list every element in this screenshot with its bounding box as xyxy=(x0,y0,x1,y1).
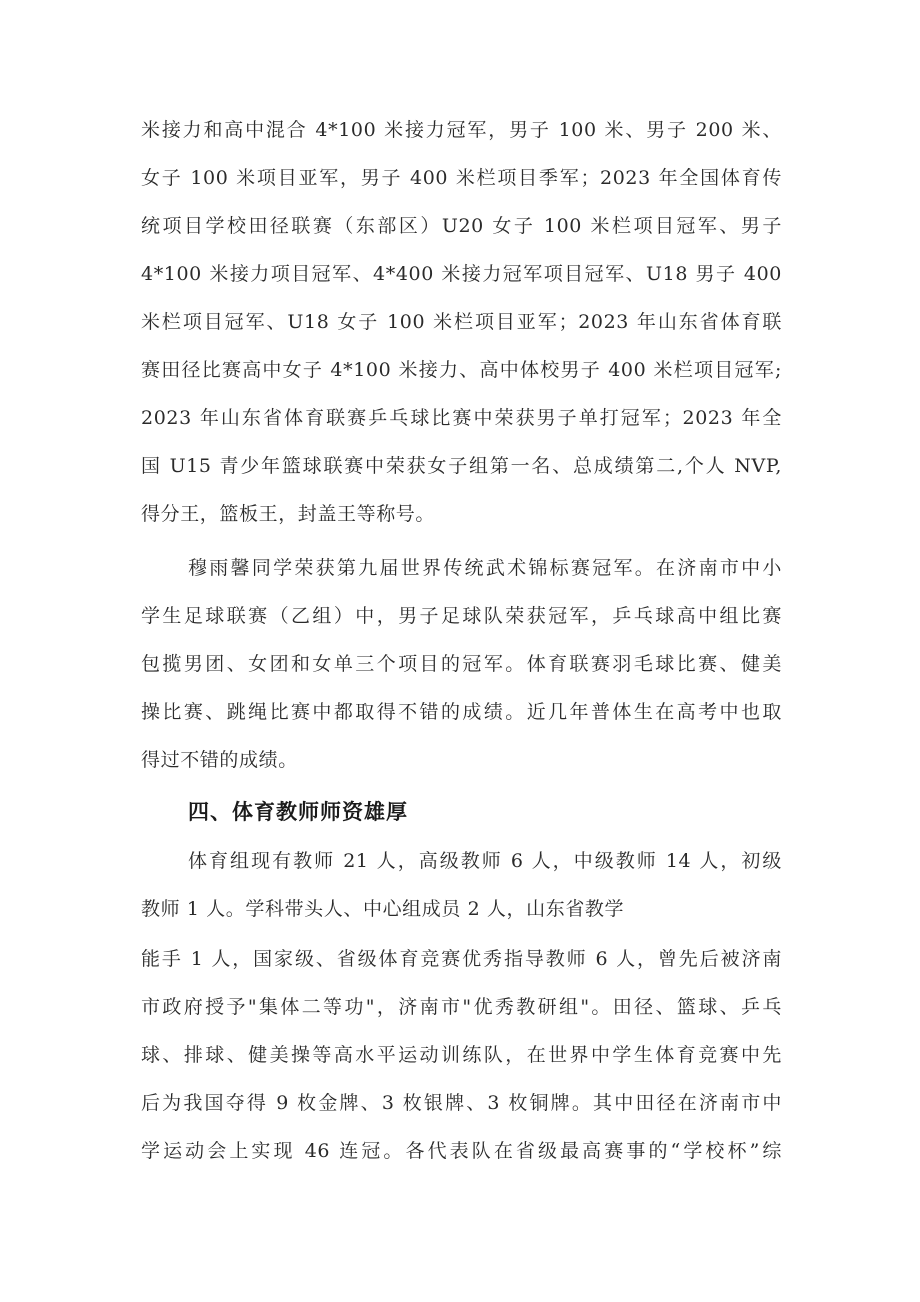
paragraph-line: 包揽男团、女团和女单三个项目的冠军。体育联赛羽毛球比赛、健美 xyxy=(141,653,782,675)
paragraph-line: 教师 1 人。学科带头人、中心组成员 2 人，山东省教学 xyxy=(141,898,625,920)
paragraph-line: 学运动会上实现 46 连冠。各代表队在省级最高赛事的“学校杯”综 xyxy=(141,1140,782,1162)
paragraph-line: 米栏项目冠军、U18 女子 100 米栏项目亚军；2023 年山东省体育联 xyxy=(141,311,782,333)
paragraph-line: 学生足球联赛（乙组）中，男子足球队荣获冠军，乒乓球高中组比赛 xyxy=(141,605,782,627)
paragraph-line: 球、排球、健美操等高水平运动训练队，在世界中学生体育竞赛中先 xyxy=(141,1044,782,1066)
paragraph-line: 体育组现有教师 21 人，高级教师 6 人，中级教师 14 人，初级 xyxy=(188,850,782,872)
paragraph-line: 统项目学校田径联赛（东部区）U20 女子 100 米栏项目冠军、男子 xyxy=(141,215,782,237)
paragraph-line: 4*100 米接力项目冠军、4*400 米接力冠军项目冠军、U18 男子 400 xyxy=(141,263,782,285)
paragraph-line: 赛田径比赛高中女子 4*100 米接力、高中体校男子 400 米栏项目冠军; xyxy=(141,359,782,381)
paragraph-line: 国 U15 青少年篮球联赛中荣获女子组第一名、总成绩第二,个人 NVP, xyxy=(141,455,782,477)
paragraph-line: 2023 年山东省体育联赛乒乓球比赛中荣获男子单打冠军；2023 年全 xyxy=(141,407,782,429)
paragraph-line: 得分王，篮板王，封盖王等称号。 xyxy=(141,503,436,525)
section-heading: 四、体育教师师资雄厚 xyxy=(188,800,408,824)
paragraph-line: 市政府授予"集体二等功"，济南市"优秀教研组"。田径、篮球、乒乓 xyxy=(141,996,782,1018)
paragraph-line: 操比赛、跳绳比赛中都取得不错的成绩。近几年普体生在高考中也取 xyxy=(141,701,782,723)
paragraph-line: 后为我国夺得 9 枚金牌、3 枚银牌、3 枚铜牌。其中田径在济南市中 xyxy=(141,1092,782,1114)
paragraph-line: 得过不错的成绩。 xyxy=(141,749,298,771)
paragraph-line: 米接力和高中混合 4*100 米接力冠军，男子 100 米、男子 200 米、 xyxy=(141,119,782,141)
paragraph-line: 能手 1 人，国家级、省级体育竞赛优秀指导教师 6 人，曾先后被济南 xyxy=(141,948,782,970)
paragraph-line: 穆雨馨同学荣获第九届世界传统武术锦标赛冠军。在济南市中小 xyxy=(188,557,782,579)
paragraph-line: 女子 100 米项目亚军，男子 400 米栏项目季军；2023 年全国体育传 xyxy=(141,167,782,189)
